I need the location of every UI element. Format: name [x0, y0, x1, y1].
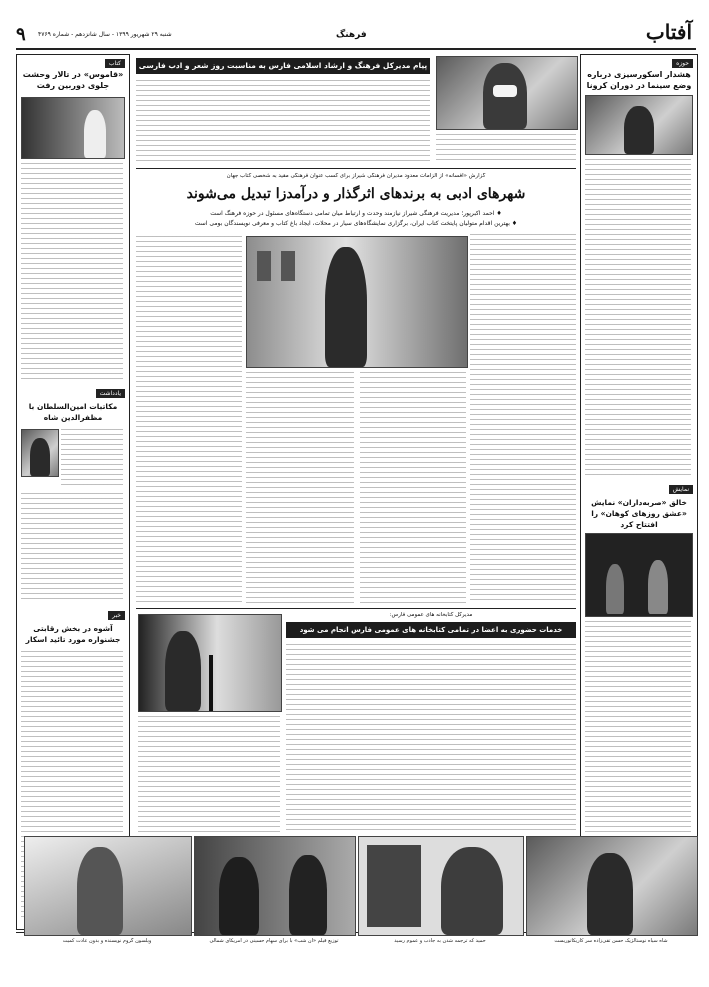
bottom-photo-2 [358, 836, 524, 936]
left-column [16, 54, 130, 930]
issue-line: شنبه ۲۹ شهریور ۱۳۹۹ - سال شانزدهم - شماره ۴۷۶۹ [38, 31, 172, 38]
left-tag-2: یادداشت [96, 389, 125, 398]
bottom-caption-4: ویلسون گروم نویسنده و بدون عادت کمیت [62, 938, 152, 944]
masthead-rule [16, 48, 696, 50]
left-tag-1: کتاب [105, 59, 125, 68]
left-story-2-body-a [61, 429, 123, 489]
bottom-photo-1 [526, 836, 698, 936]
divider-2 [136, 608, 576, 609]
bottom-caption-3: توزیع فیلم «آن شب» با برای سهام حسینی در آمریکای شمالی [209, 938, 339, 944]
top-story-body [136, 80, 430, 164]
top-story-photo [436, 56, 578, 130]
library-story-kicker: مدیرکل کتابخانه های عمومی فارس: [389, 612, 473, 618]
library-story-body-a [286, 644, 576, 834]
divider-1 [136, 168, 576, 169]
lead-story-col-4 [246, 372, 354, 604]
lead-story-subhead-1: ♦ احمد اکبرپور؛ مدیریت فرهنگی شیراز نیازمند وحدت و ارتباط میان تمامی دستگاه‌های مسئول در حوزه فرهنگ است [210, 210, 502, 217]
library-story-body-b [138, 716, 280, 834]
right-tag-1: حوزه [672, 59, 693, 68]
left-story-2-title: مکاتبات امین‌السلطان با مظفرالدین شاه [28, 402, 118, 422]
right-column [580, 54, 698, 930]
right-story-2-title: خالق «صربه‌داران» نمایش «عشق روزهای کوهان» را افتتاح کرد [591, 498, 687, 529]
newspaper-logo: آفتاب [645, 20, 692, 44]
bottom-photo-4 [24, 836, 192, 936]
library-story-photo [138, 614, 282, 712]
lead-story-photo [246, 236, 468, 368]
lead-story-kicker: گزارش «افسانه» از الزامات معدود مدیران فرهنگی شیراز برای کسب عنوان فرهنگی مقید به شخصی کتاب جهان [226, 173, 486, 179]
lead-story-col-1 [470, 234, 576, 604]
right-tag-2: نمایش [669, 485, 693, 494]
left-tag-3: خبر [108, 611, 125, 620]
right-story-1-photo [585, 95, 693, 155]
left-story-1-body [21, 163, 123, 383]
lead-story-col-2 [136, 236, 242, 604]
section-name: فرهنگ [336, 30, 367, 40]
left-story-1-photo [21, 97, 125, 159]
lead-story-headline: شهرهای ادبی به برندهای اثرگذار و درآمدزا تبدیل می‌شوند [186, 186, 526, 202]
lead-story-col-3 [360, 372, 466, 604]
page-number: ۹ [16, 24, 26, 45]
top-story-body-b [436, 134, 576, 164]
left-story-3-title: آشوه در بخش رقابتی جشنواره مورد تائید اسکار [25, 624, 121, 644]
bottom-caption-1: شاه سیاه نوستالژیک حسن تقی‌زاده سر کاریکاتوریست [554, 938, 668, 944]
left-story-1-title: «قاموس» در تالار وحشت جلوی دوربین رفت [22, 70, 124, 90]
right-story-1-body [585, 159, 691, 479]
library-story-headline: خدمات حضوری به اعضا در تمامی کتابخانه های عمومی فارس انجام می شود [286, 622, 576, 638]
right-story-1-title: هشدار اسکورسیزی درباره وضع سینما در دوران کرونا [586, 70, 692, 90]
bottom-photo-3 [194, 836, 356, 936]
left-story-2-body-b [21, 493, 123, 603]
lead-story-subhead-2: ♦ بهترین اقدام متولیان پایتخت کتاب ایران، برگزاری نمایشگاه‌های سیار در محلات، ایجاد باغ کتاب و معرفی نویسندگان بومی است [194, 220, 518, 227]
right-story-2-photo [585, 533, 693, 617]
top-story-headline: پیام مدیرکل فرهنگ و ارشاد اسلامی فارس به مناسبت روز شعر و ادب فارسی [136, 58, 430, 74]
left-story-2-photo [21, 429, 59, 477]
masthead [16, 20, 696, 46]
bottom-caption-2: حمید که ترجمه شدن به جاذب و عموم رسید [394, 938, 486, 944]
